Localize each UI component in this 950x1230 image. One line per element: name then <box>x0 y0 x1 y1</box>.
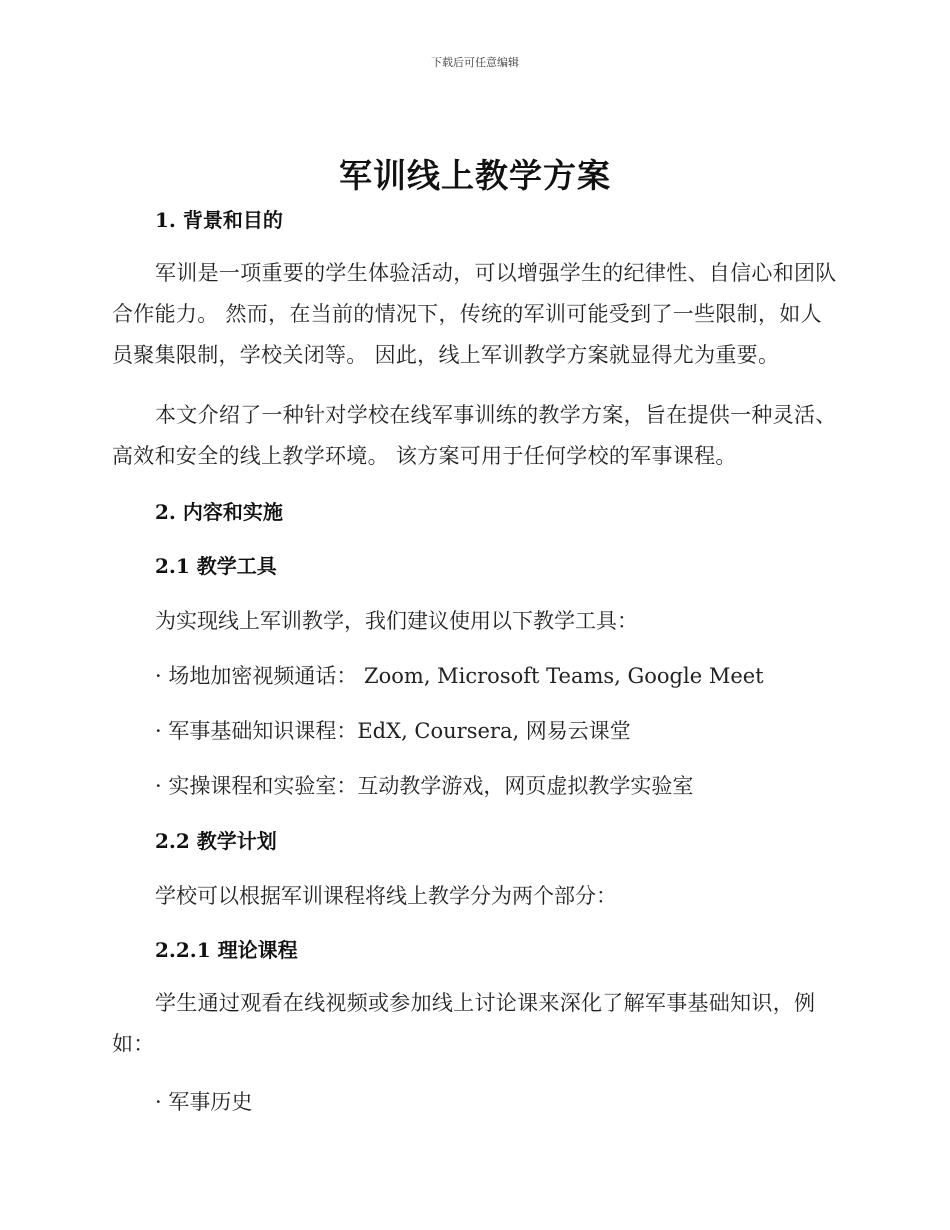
section-1-paragraph-1 <box>112 253 837 376</box>
document-title: 军训线上教学方案 <box>339 156 611 195</box>
paragraph-text: 军训是一项重要的学生体验活动，可以增强学生的纪律性、自信心和团队合作能力。 然而，在当前的情况下，传统的军训可能受到了一些限制，如人员聚集限制，学校关闭等。 因此，线上军训教学方案就显得尤为重要。 <box>112 261 837 367</box>
tool-list-item: · 场地加密视频通话： Zoom, Microsoft Teams, Google Meet <box>155 664 764 688</box>
tool-list-item: · 军事基础知识课程：EdX, Coursera, 网易云课堂 <box>155 719 631 743</box>
section-1-paragraph-2 <box>112 395 837 477</box>
tool-list-item: · 实操课程和实验室：互动教学游戏，网页虚拟教学实验室 <box>155 774 694 798</box>
section-2-2-1-paragraph <box>112 983 837 1065</box>
section-2-1-heading: 2.1 教学工具 <box>155 554 277 578</box>
page-header-note: 下载后可任意编辑 <box>431 56 519 69</box>
theory-list-item: · 军事历史 <box>155 1090 253 1114</box>
section-2-2-intro: 学校可以根据军训课程将线上教学分为两个部分： <box>155 884 617 908</box>
section-2-1-intro: 为实现线上军训教学，我们建议使用以下教学工具： <box>155 609 638 633</box>
paragraph-text: 本文介绍了一种针对学校在线军事训练的教学方案，旨在提供一种灵活、高效和安全的线上教学环境。 该方案可用于任何学校的军事课程。 <box>112 403 837 468</box>
section-1-heading: 1. 背景和目的 <box>155 208 283 232</box>
section-2-heading: 2. 内容和实施 <box>155 500 283 524</box>
section-2-2-heading: 2.2 教学计划 <box>155 829 277 853</box>
section-2-2-1-heading: 2.2.1 理论课程 <box>155 938 298 962</box>
paragraph-text: 学生通过观看在线视频或参加线上讨论课来深化了解军事基础知识，例如： <box>112 991 816 1056</box>
